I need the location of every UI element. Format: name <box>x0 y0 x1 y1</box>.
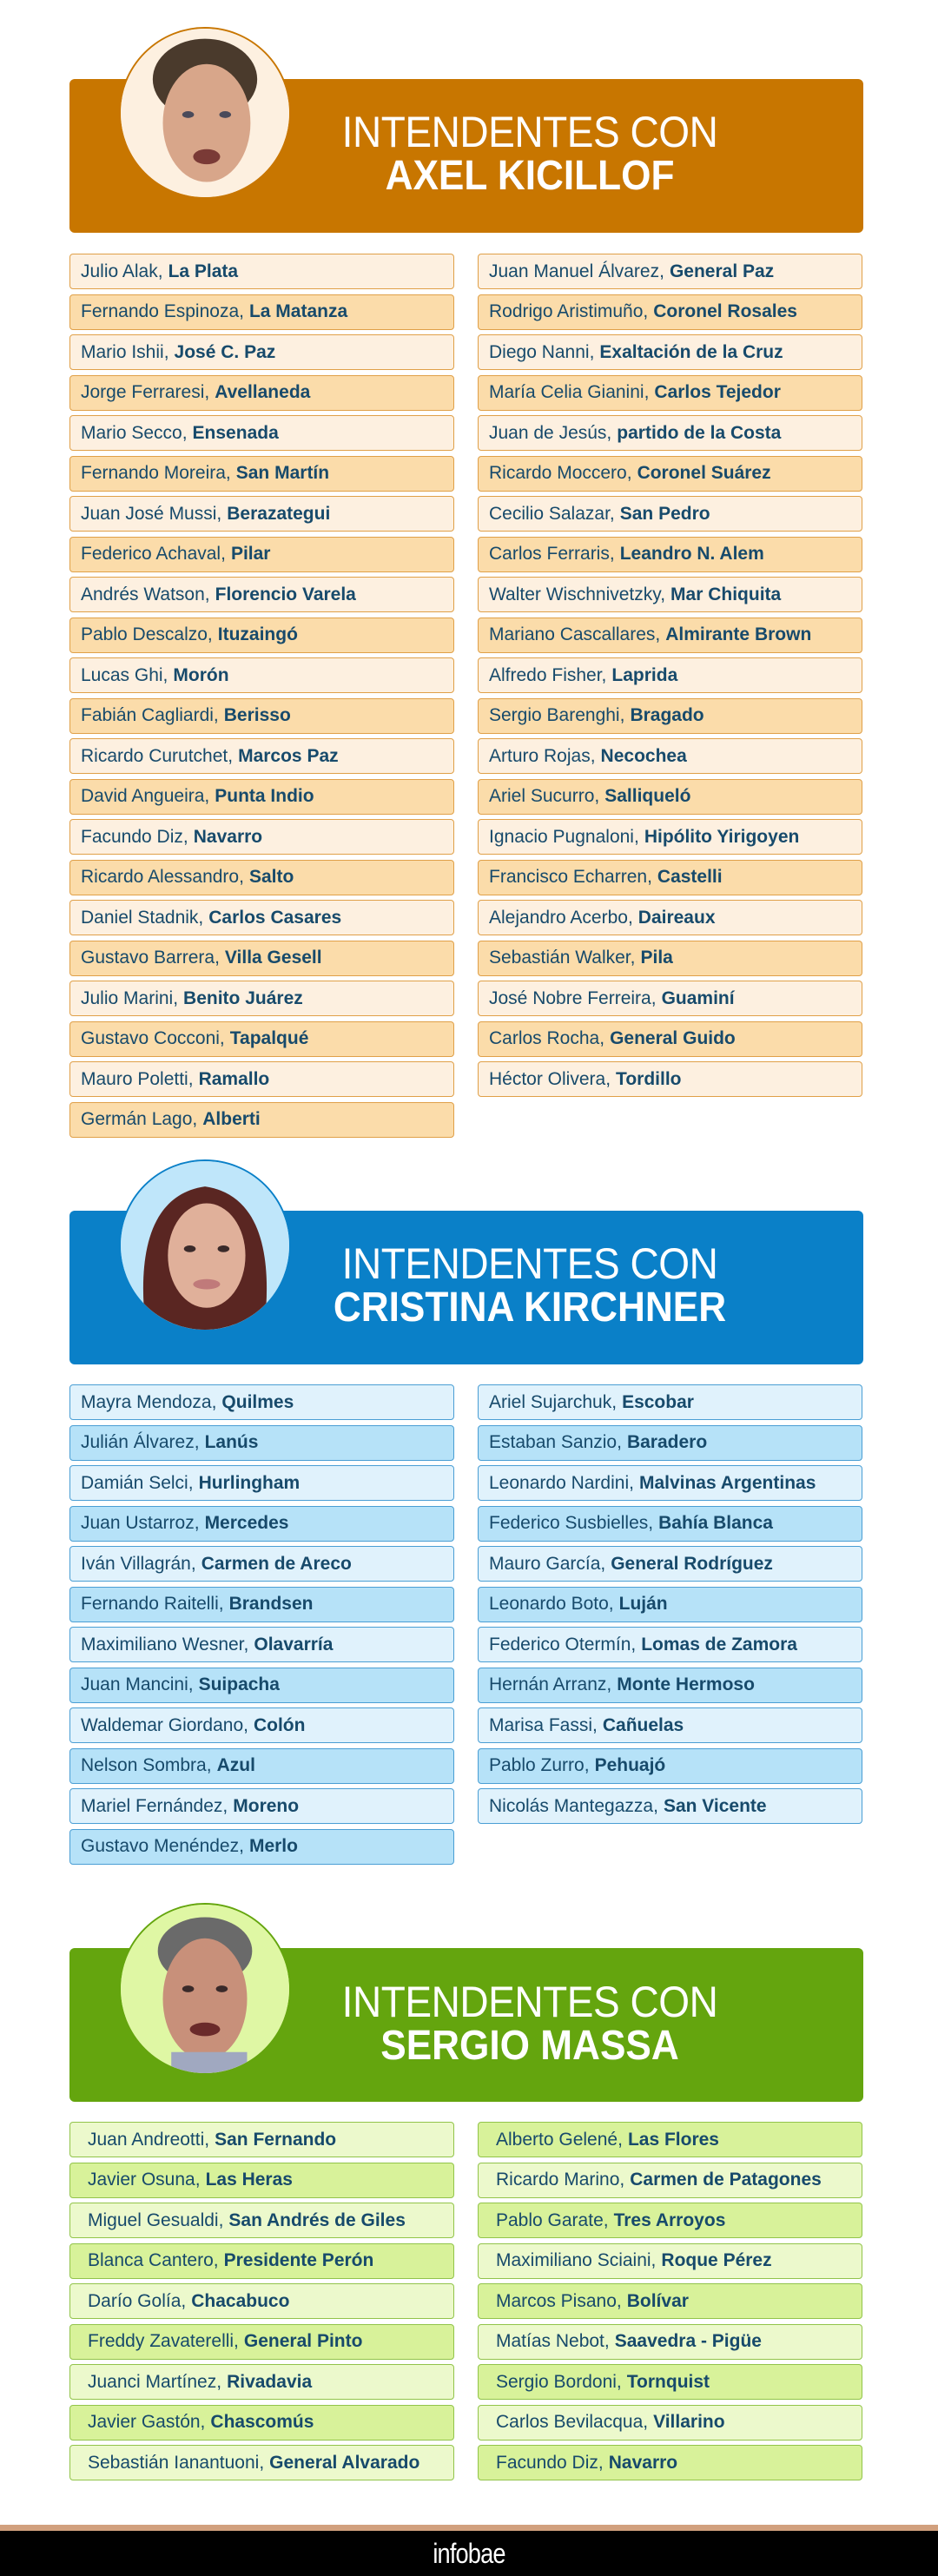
list-item <box>69 1627 454 1662</box>
municipality-name: San Martín <box>235 463 330 483</box>
mayor-name: Sebastián Walker, <box>489 948 636 968</box>
municipality-name: Saavedra - Pigüe <box>614 2331 762 2351</box>
list-item <box>69 1748 454 1784</box>
municipality-name: Laprida <box>611 664 678 685</box>
list-item <box>478 1668 862 1703</box>
mayor-name: Freddy Zavaterelli, <box>88 2331 239 2351</box>
mayor-name: Daniel Stadnik, <box>81 907 204 928</box>
municipality-name: Mar Chiquita <box>670 584 782 604</box>
municipality-name: General Pinto <box>243 2331 363 2351</box>
mayor-name: Alfredo Fisher, <box>489 664 607 685</box>
mayor-name: Mario Secco, <box>81 422 188 443</box>
list-item <box>69 1788 454 1824</box>
portrait-massa <box>119 1903 291 2075</box>
list-item <box>478 900 862 935</box>
list-item <box>478 1021 862 1057</box>
mayor-name: Gustavo Barrera, <box>81 948 220 968</box>
footer-stripe <box>0 2525 938 2531</box>
mayor-name: Federico Susbielles, <box>489 1513 654 1533</box>
mayor-name: Pablo Garate, <box>496 2209 609 2230</box>
municipality-name: Berisso <box>223 705 291 725</box>
mayor-name: Facundo Diz, <box>81 826 188 847</box>
list-right <box>478 1384 862 1829</box>
mayor-name: Alejandro Acerbo, <box>489 907 633 928</box>
municipality-name: General Guido <box>610 1028 736 1048</box>
mayor-name: Marcos Pisano, <box>496 2290 622 2311</box>
list-item <box>478 860 862 895</box>
list-item <box>69 2203 454 2238</box>
list-item <box>69 618 454 653</box>
title-line1: INTENDENTES CON <box>341 108 718 156</box>
list-item <box>478 1707 862 1743</box>
municipality-name: Colón <box>253 1714 306 1735</box>
mayor-name: Sebastián Ianantuoni, <box>88 2452 265 2473</box>
mayor-name: Juan Andreotti, <box>88 2129 210 2150</box>
municipality-name: Pilar <box>230 544 271 564</box>
mayor-name: Miguel Gesualdi, <box>88 2209 224 2230</box>
list-item <box>478 2203 862 2238</box>
municipality-name: Daireaux <box>637 907 716 928</box>
list-item <box>69 1102 454 1138</box>
municipality-name: Marcos Paz <box>238 745 339 766</box>
list-item <box>478 375 862 411</box>
municipality-name: Rivadavia <box>227 2371 313 2392</box>
mayor-name: Julio Alak, <box>81 261 163 281</box>
list-item <box>478 2283 862 2319</box>
mayor-name: Federico Otermín, <box>489 1634 637 1655</box>
list-item <box>69 496 454 532</box>
municipality-name: Salto <box>248 867 294 887</box>
municipality-name: Carlos Casares <box>208 907 342 928</box>
list-item <box>69 1384 454 1420</box>
list-item <box>69 537 454 572</box>
municipality-name: Villarino <box>653 2412 725 2432</box>
list-item <box>478 738 862 774</box>
mayor-name: Mariel Fernández, <box>81 1795 228 1816</box>
municipality-name: Roque Pérez <box>661 2250 772 2270</box>
municipality-name: San Vicente <box>663 1795 767 1816</box>
list-item <box>478 1384 862 1420</box>
municipality-name: Tapalqué <box>229 1028 309 1048</box>
municipality-name: partido de la Costa <box>617 422 782 443</box>
municipality-name: Bragado <box>630 705 704 725</box>
municipality-name: Luján <box>618 1594 668 1614</box>
mayor-name: Gustavo Cocconi, <box>81 1028 225 1048</box>
list-item <box>69 1425 454 1461</box>
mayor-name: Mauro Poletti, <box>81 1068 194 1089</box>
list-left <box>69 2122 454 2486</box>
municipality-name: Merlo <box>248 1836 298 1856</box>
mayor-name: Facundo Diz, <box>496 2452 604 2473</box>
list-item <box>69 981 454 1016</box>
mayor-name: Ricardo Marino, <box>496 2170 625 2190</box>
municipality-name: Almirante Brown <box>665 624 812 644</box>
mayor-name: David Angueira, <box>81 786 210 806</box>
municipality-name: Ramallo <box>198 1068 270 1089</box>
municipality-name: Benito Juárez <box>183 987 303 1008</box>
mayor-name: Juan Ustarroz, <box>81 1513 200 1533</box>
list-item <box>69 1021 454 1057</box>
list-right <box>478 2122 862 2486</box>
mayor-name: Juan Mancini, <box>81 1674 194 1694</box>
mayor-name: Julio Marini, <box>81 987 179 1008</box>
mayor-name: Andrés Watson, <box>81 584 210 604</box>
list-item <box>478 334 862 370</box>
list-item <box>478 2122 862 2157</box>
list-item <box>478 496 862 532</box>
municipality-name: Navarro <box>608 2452 678 2473</box>
municipality-name: Avellaneda <box>215 382 311 402</box>
list-item <box>69 1668 454 1703</box>
mayor-name: Federico Achaval, <box>81 544 226 564</box>
municipality-name: Bahía Blanca <box>658 1513 773 1533</box>
municipality-name: Moreno <box>233 1795 300 1816</box>
list-item <box>69 1465 454 1501</box>
list-item <box>478 1425 862 1461</box>
list-item <box>69 2122 454 2157</box>
list-right <box>478 254 862 1102</box>
portrait-cristina <box>119 1159 291 1331</box>
title-line2: AXEL KICILLOF <box>385 153 675 199</box>
municipality-name: Pehuajó <box>594 1755 666 1775</box>
mayor-name: Juan Manuel Álvarez, <box>489 261 664 281</box>
municipality-name: Mercedes <box>204 1513 289 1533</box>
list-left <box>69 254 454 1142</box>
list-item <box>69 738 454 774</box>
infobae-logo: infobae <box>433 2537 505 2569</box>
list-item <box>69 779 454 815</box>
municipality-name: Exaltación de la Cruz <box>599 341 783 362</box>
mayor-name: Walter Wischnivetzky, <box>489 584 666 604</box>
list-item <box>69 819 454 855</box>
municipality-name: José C. Paz <box>174 341 276 362</box>
municipality-name: Morón <box>173 664 229 685</box>
municipality-name: La Matanza <box>248 301 348 321</box>
mayor-name: Jorge Ferraresi, <box>81 382 210 402</box>
municipality-name: Hurlingham <box>198 1472 301 1493</box>
list-item <box>478 577 862 612</box>
list-item <box>478 456 862 492</box>
portrait-kicillof <box>119 27 291 199</box>
municipality-name: Chascomús <box>210 2412 314 2432</box>
municipality-name: Lanús <box>204 1432 259 1452</box>
mayor-name: Waldemar Giordano, <box>81 1714 248 1735</box>
municipality-name: Bolívar <box>626 2290 689 2311</box>
mayor-name: Ariel Sucurro, <box>489 786 600 806</box>
municipality-name: Alberti <box>202 1109 261 1129</box>
municipality-name: Tordillo <box>616 1068 682 1089</box>
mayor-name: Mariano Cascallares, <box>489 624 661 644</box>
mayor-name: Mayra Mendoza, <box>81 1391 217 1412</box>
mayor-name: Javier Gastón, <box>88 2412 206 2432</box>
mayor-name: Darío Golía, <box>88 2290 187 2311</box>
mayor-name: Fernando Moreira, <box>81 463 231 483</box>
list-item <box>69 657 454 693</box>
list-item <box>69 254 454 289</box>
mayor-name: Gustavo Menéndez, <box>81 1836 244 1856</box>
municipality-name: General Rodríguez <box>611 1553 773 1574</box>
mayor-name: Nelson Sombra, <box>81 1755 212 1775</box>
municipality-name: Villa Gesell <box>224 948 322 968</box>
list-item <box>478 2445 862 2480</box>
mayor-name: Ricardo Curutchet, <box>81 745 234 766</box>
municipality-name: Brandsen <box>228 1594 314 1614</box>
mayor-name: José Nobre Ferreira, <box>489 987 657 1008</box>
list-item <box>69 294 454 330</box>
mayor-name: Cecilio Salazar, <box>489 503 615 524</box>
municipality-name: Tornquist <box>626 2371 710 2392</box>
mayor-name: Lucas Ghi, <box>81 664 168 685</box>
mayor-name: Maximiliano Wesner, <box>81 1634 249 1655</box>
mayor-name: Alberto Gelené, <box>496 2129 623 2150</box>
list-item <box>478 1465 862 1501</box>
list-left <box>69 1384 454 1869</box>
list-item <box>69 2163 454 2198</box>
municipality-name: Necochea <box>600 745 687 766</box>
mayor-name: Marisa Fassi, <box>489 1714 598 1735</box>
list-item <box>69 456 454 492</box>
person-silhouette-icon <box>121 29 289 197</box>
municipality-name: Baradero <box>626 1432 708 1452</box>
person-silhouette-icon <box>121 1161 289 1330</box>
municipality-name: Navarro <box>193 826 263 847</box>
municipality-name: Escobar <box>622 1391 694 1412</box>
list-item <box>478 2364 862 2400</box>
list-item <box>69 2445 454 2480</box>
title-line2: CRISTINA KIRCHNER <box>333 1285 727 1331</box>
mayor-name: Mario Ishii, <box>81 341 169 362</box>
municipality-name: Azul <box>216 1755 255 1775</box>
municipality-name: Quilmes <box>221 1391 294 1412</box>
municipality-name: San Pedro <box>619 503 710 524</box>
list-item <box>69 2243 454 2279</box>
list-item <box>478 981 862 1016</box>
list-item <box>478 779 862 815</box>
municipality-name: La Plata <box>168 261 239 281</box>
mayor-name: Hernán Arranz, <box>489 1674 612 1694</box>
municipality-name: Guaminí <box>661 987 735 1008</box>
list-item <box>478 698 862 734</box>
municipality-name: Berazategui <box>227 503 331 524</box>
municipality-name: Hipólito Yirigoyen <box>644 826 800 847</box>
mayor-name: Sergio Barenghi, <box>489 705 625 725</box>
mayor-name: Julián Álvarez, <box>81 1432 200 1452</box>
municipality-name: Presidente Perón <box>223 2250 374 2270</box>
list-item <box>478 2324 862 2360</box>
list-item <box>478 415 862 451</box>
mayor-name: Pablo Descalzo, <box>81 624 213 644</box>
list-item <box>478 1506 862 1542</box>
list-item <box>478 819 862 855</box>
mayor-name: Juanci Martínez, <box>88 2371 222 2392</box>
municipality-name: Castelli <box>657 867 723 887</box>
list-item <box>478 537 862 572</box>
list-item <box>478 941 862 976</box>
mayor-name: Matías Nebot, <box>496 2331 610 2351</box>
list-item <box>478 618 862 653</box>
mayor-name: Iván Villagrán, <box>81 1553 196 1574</box>
mayor-name: Arturo Rojas, <box>489 745 596 766</box>
list-item <box>69 1587 454 1622</box>
mayor-name: Fabián Cagliardi, <box>81 705 219 725</box>
mayor-name: Leonardo Boto, <box>489 1594 614 1614</box>
mayor-name: Francisco Echarren, <box>489 867 652 887</box>
list-item <box>478 1788 862 1824</box>
list-item <box>69 2405 454 2441</box>
mayor-name: Germán Lago, <box>81 1109 198 1129</box>
municipality-name: Las Heras <box>205 2170 293 2190</box>
municipality-name: Cañuelas <box>602 1714 684 1735</box>
list-item <box>69 900 454 935</box>
banner-title <box>287 110 773 197</box>
banner-title <box>287 1980 773 2067</box>
mayor-name: Blanca Cantero, <box>88 2250 219 2270</box>
municipality-name: General Alvarado <box>269 2452 420 2473</box>
list-item <box>478 2243 862 2279</box>
list-item <box>478 254 862 289</box>
mayor-name: Ricardo Alessandro, <box>81 867 244 887</box>
list-item <box>69 1506 454 1542</box>
mayor-name: Fernando Raitelli, <box>81 1594 224 1614</box>
list-item <box>69 941 454 976</box>
municipality-name: Monte Hermoso <box>617 1674 755 1694</box>
list-item <box>69 577 454 612</box>
footer <box>0 2531 938 2576</box>
mayor-name: Carlos Bevilacqua, <box>496 2412 649 2432</box>
list-item <box>69 334 454 370</box>
mayor-name: Maximiliano Sciaini, <box>496 2250 657 2270</box>
municipality-name: General Paz <box>669 261 775 281</box>
list-item <box>69 2283 454 2319</box>
list-item <box>478 2405 862 2441</box>
mayor-name: Juan José Mussi, <box>81 503 222 524</box>
list-item <box>69 2324 454 2360</box>
mayor-name: Ignacio Pugnaloni, <box>489 826 639 847</box>
list-item <box>478 294 862 330</box>
list-item <box>69 2364 454 2400</box>
municipality-name: Carlos Tejedor <box>654 382 781 402</box>
list-item <box>69 1061 454 1097</box>
municipality-name: Carmen de Areco <box>201 1553 352 1574</box>
municipality-name: Salliqueló <box>604 786 691 806</box>
list-item <box>69 1829 454 1865</box>
list-item <box>69 375 454 411</box>
list-item <box>478 1748 862 1784</box>
title-line2: SERGIO MASSA <box>380 2023 679 2069</box>
title-line1: INTENDENTES CON <box>341 1978 718 2026</box>
municipality-name: Chacabuco <box>191 2290 290 2311</box>
mayor-name: Carlos Rocha, <box>489 1028 605 1048</box>
municipality-name: Suipacha <box>198 1674 280 1694</box>
mayor-name: Estaban Sanzio, <box>489 1432 622 1452</box>
list-item <box>478 1587 862 1622</box>
municipality-name: San Fernando <box>215 2129 337 2150</box>
municipality-name: Leandro N. Alem <box>619 544 764 564</box>
municipality-name: Pila <box>640 948 673 968</box>
municipality-name: Malvinas Argentinas <box>638 1472 816 1493</box>
municipality-name: Olavarría <box>254 1634 334 1655</box>
banner-title <box>287 1239 773 1331</box>
mayor-name: Sergio Bordoni, <box>496 2371 622 2392</box>
list-item <box>69 415 454 451</box>
person-silhouette-icon <box>121 1905 289 2073</box>
mayor-name: Ricardo Moccero, <box>489 463 632 483</box>
list-item <box>69 1707 454 1743</box>
mayor-name: Rodrigo Aristimuño, <box>489 301 649 321</box>
mayor-name: Damián Selci, <box>81 1472 194 1493</box>
mayor-name: Leonardo Nardini, <box>489 1472 634 1493</box>
mayor-name: Mauro García, <box>489 1553 606 1574</box>
mayor-name: Fernando Espinoza, <box>81 301 244 321</box>
mayor-name: Juan de Jesús, <box>489 422 612 443</box>
list-item <box>69 860 454 895</box>
mayor-name: Diego Nanni, <box>489 341 595 362</box>
mayor-name: Nicolás Mantegazza, <box>489 1795 658 1816</box>
mayor-name: Javier Osuna, <box>88 2170 201 2190</box>
list-item <box>69 1546 454 1582</box>
municipality-name: Punta Indio <box>215 786 314 806</box>
municipality-name: Coronel Suárez <box>637 463 771 483</box>
municipality-name: Las Flores <box>627 2129 719 2150</box>
municipality-name: Ensenada <box>192 422 279 443</box>
mayor-name: Ariel Sujarchuk, <box>489 1391 618 1412</box>
municipality-name: Coronel Rosales <box>653 301 797 321</box>
mayor-name: Carlos Ferraris, <box>489 544 615 564</box>
mayor-name: Héctor Olivera, <box>489 1068 611 1089</box>
municipality-name: Tres Arroyos <box>613 2209 726 2230</box>
list-item <box>478 657 862 693</box>
list-item <box>478 1546 862 1582</box>
municipality-name: Lomas de Zamora <box>641 1634 797 1655</box>
municipality-name: Carmen de Patagones <box>630 2170 822 2190</box>
list-item <box>478 1627 862 1662</box>
municipality-name: Ituzaingó <box>217 624 298 644</box>
list-item <box>69 698 454 734</box>
mayor-name: María Celia Gianini, <box>489 382 650 402</box>
municipality-name: San Andrés de Giles <box>228 2209 406 2230</box>
municipality-name: Florencio Varela <box>215 584 356 604</box>
mayor-name: Pablo Zurro, <box>489 1755 590 1775</box>
list-item <box>478 1061 862 1097</box>
list-item <box>478 2163 862 2198</box>
title-line1: INTENDENTES CON <box>341 1239 718 1288</box>
